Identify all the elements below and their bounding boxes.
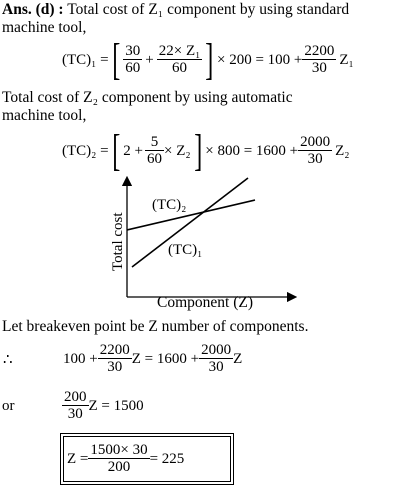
eq3-lhs: 100 + <box>63 350 98 367</box>
equation-result <box>64 437 230 481</box>
y-axis-label: Total cost <box>110 212 126 271</box>
intro-paragraph <box>2 1 398 37</box>
eq5-post: = 225 <box>149 450 185 467</box>
intro-line2: machine tool, <box>2 19 87 36</box>
result-box <box>60 433 234 485</box>
eq2-times: × 800 = 1600 + <box>205 142 299 159</box>
result-box-inner <box>63 436 231 482</box>
eq5-frac: $\frac{1500\times 30}{200}$ <box>90 442 148 475</box>
intro-line1: Total cost of Z₁ component by using standard <box>67 1 350 18</box>
eq3-mid: Z = 1600 + <box>131 350 200 367</box>
breakeven-text: Let breakeven point be Z number of components. <box>2 318 309 335</box>
or-word: or <box>2 397 15 414</box>
equation-tc2 <box>62 126 350 175</box>
eq2-pre: 2 + <box>123 142 143 159</box>
eq2-mid: × Z₂ <box>163 142 191 159</box>
para2-line1: Total cost of Z₂ component by using automatic <box>2 89 293 106</box>
eq1-frac1: $\frac{30}{60}$ <box>125 43 141 76</box>
equation-breakeven <box>0 342 300 376</box>
eq1-var: Z₁ <box>339 51 354 68</box>
eq4-frac: $\frac{200}{30}$ <box>64 389 87 422</box>
eq2-right-bracket: ] <box>193 126 202 175</box>
paragraph-2 <box>2 89 398 125</box>
eq2-frac2: $\frac{2000}{30}$ <box>300 134 331 167</box>
eq3-frac1: $\frac{2200}{30}$ <box>99 342 130 375</box>
equation-tc1 <box>62 35 354 84</box>
para2-line2: machine tool, <box>2 107 87 124</box>
eq2-lhs: (TC)₂ = <box>62 142 109 159</box>
eq1-frac2: $\frac{\text{22× Z₁}}{60}$ <box>158 43 201 76</box>
eq1-frac3: $\frac{2200}{30}$ <box>304 43 335 76</box>
eq2-left-bracket: [ <box>111 126 120 175</box>
eq2-frac1: $\frac{5}{60}$ <box>146 134 162 167</box>
x-axis-label: Component (Z) <box>157 294 253 311</box>
eq1-right-bracket: ] <box>205 35 214 84</box>
eq3-frac2: $\frac{2000}{30}$ <box>201 342 232 375</box>
eq1-times: × 200 = 100 + <box>217 51 303 68</box>
eq1-plus: + <box>145 51 154 68</box>
answer-label: Ans. (d) : <box>2 1 64 18</box>
line-tc2 <box>127 200 255 230</box>
eq3-post: Z <box>233 350 243 367</box>
label-tc2: (TC)₂ <box>152 197 187 213</box>
eq1-lhs: (TC)₁ = <box>62 51 109 68</box>
therefore-symbol: ∴ <box>3 351 13 368</box>
equation-or <box>0 389 300 423</box>
eq2-var: Z₂ <box>335 142 350 159</box>
eq4-post: Z = 1500 <box>88 397 144 414</box>
label-tc1: (TC)₁ <box>168 242 203 258</box>
eq5-lhs: Z = <box>67 450 89 467</box>
eq1-left-bracket: [ <box>111 35 120 84</box>
